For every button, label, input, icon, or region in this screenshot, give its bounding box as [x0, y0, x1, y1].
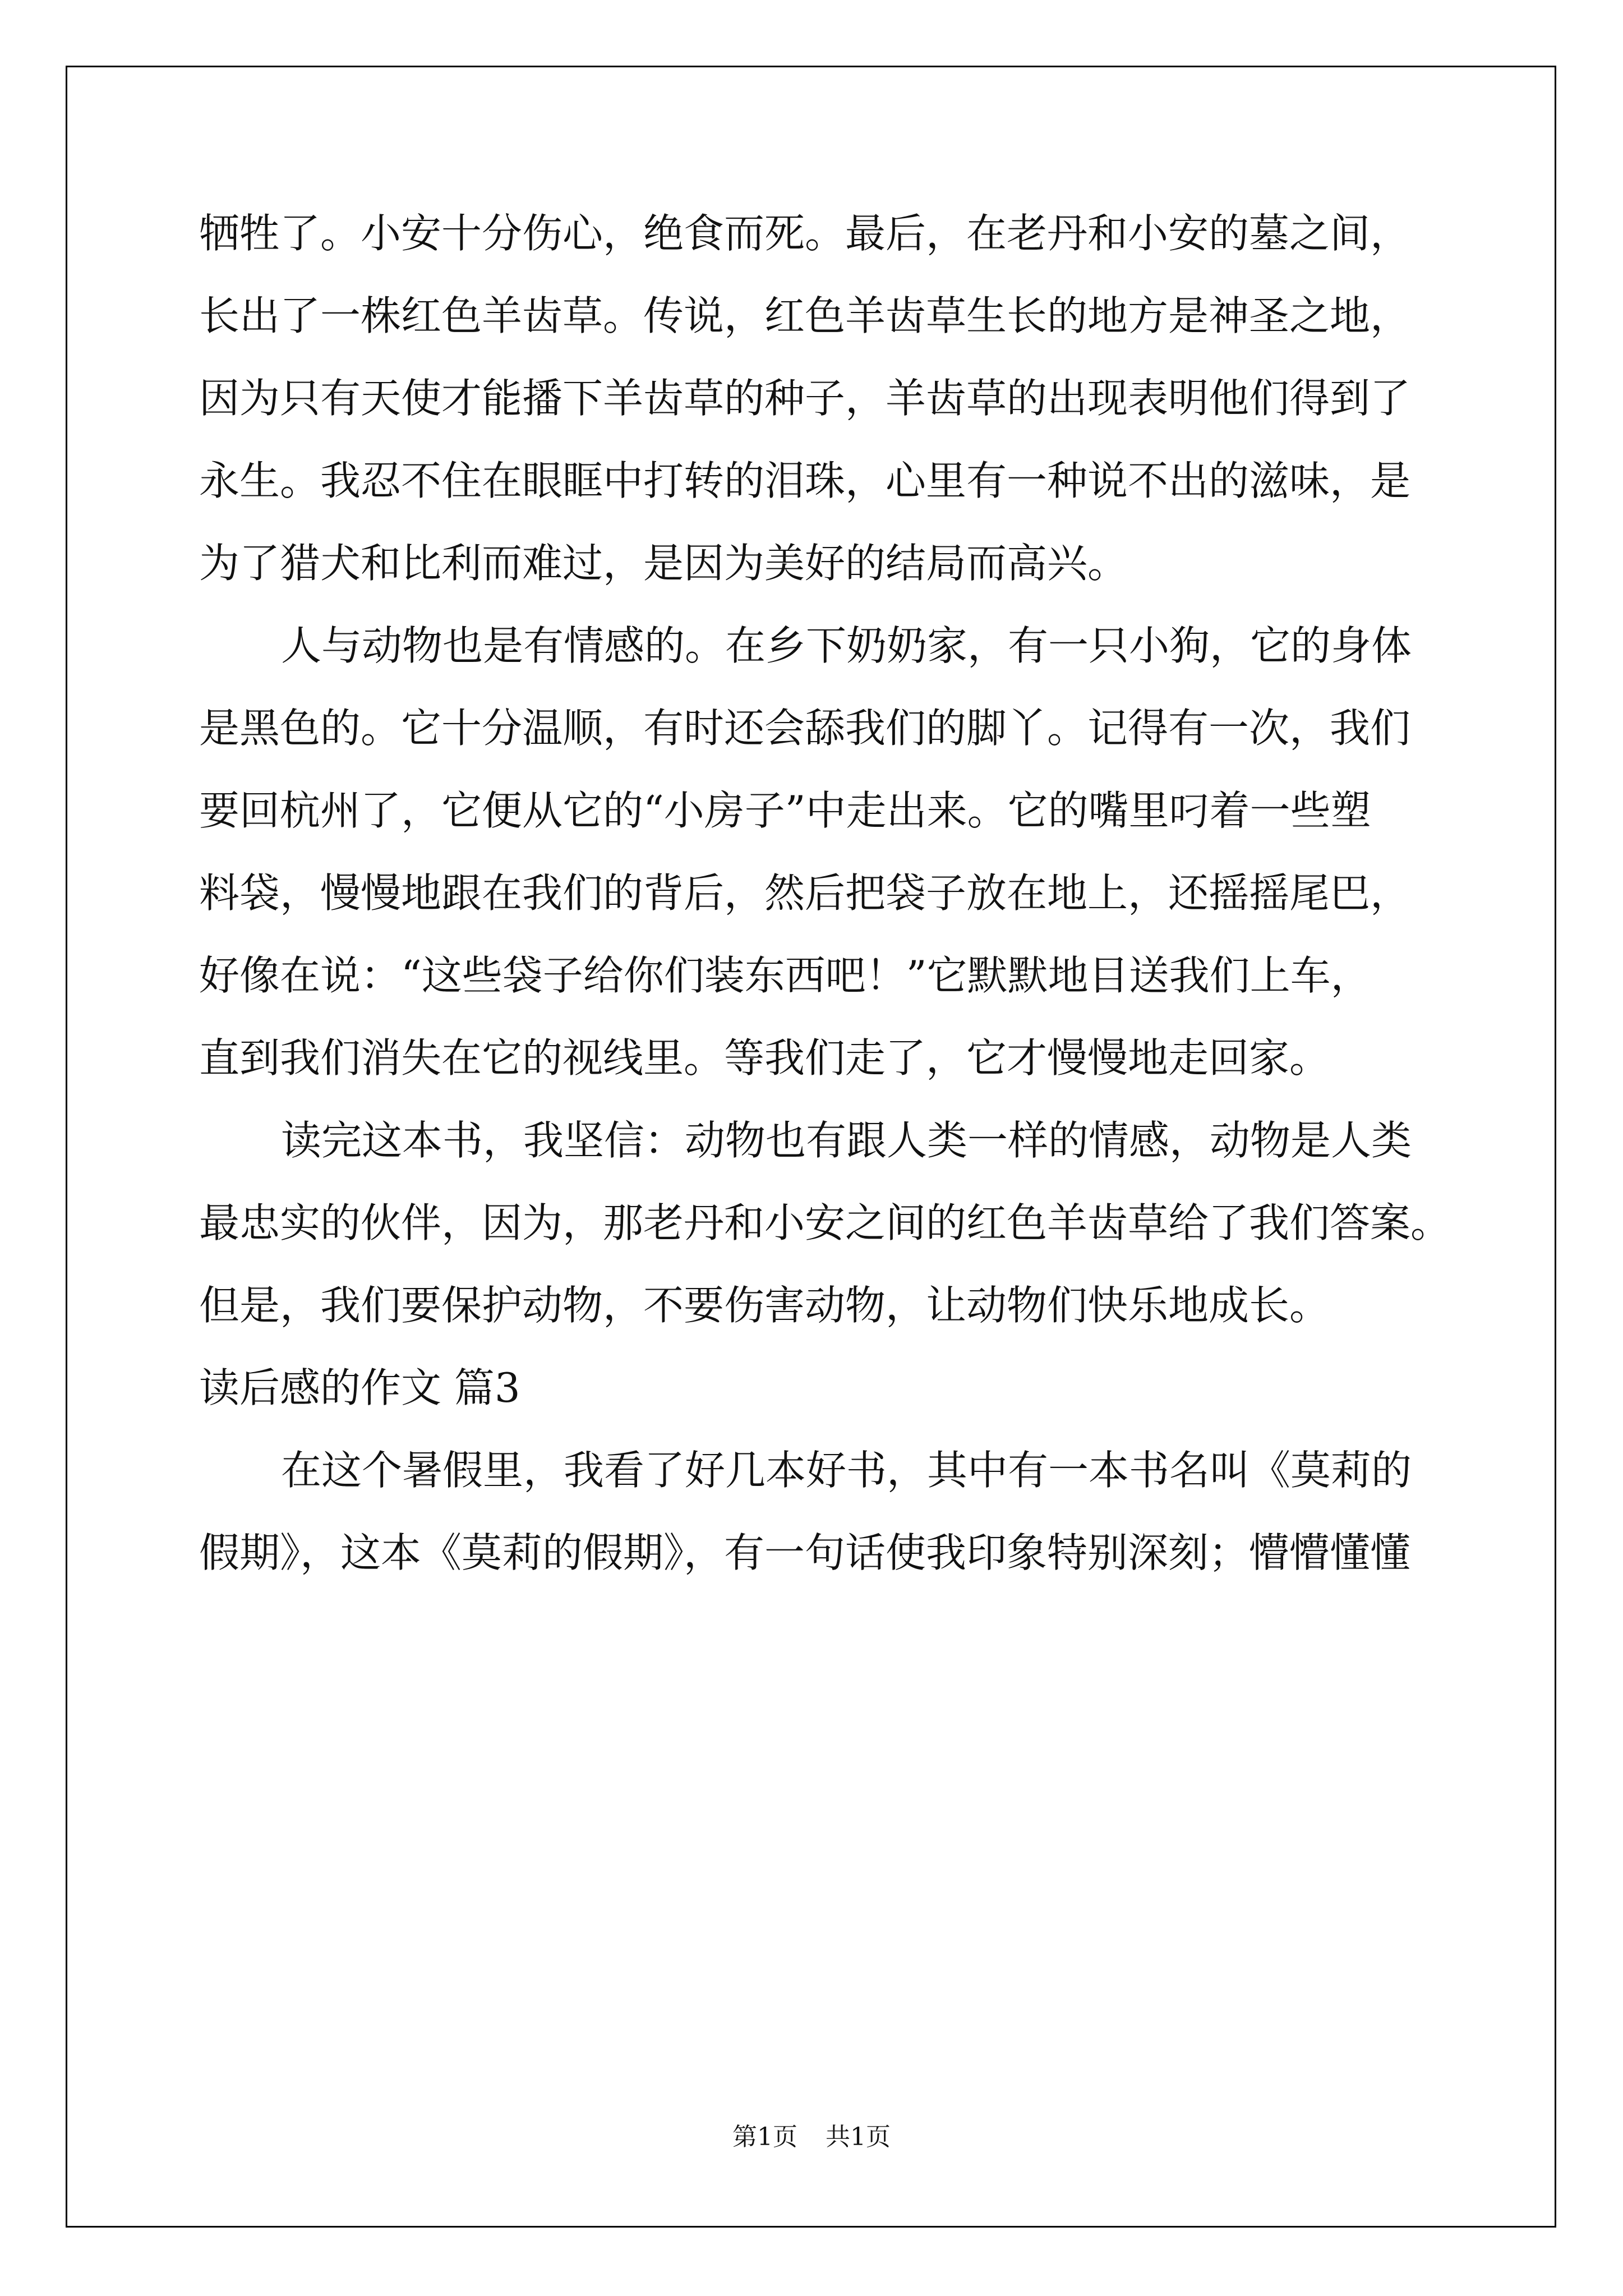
- text-line: 好像在说：“这些袋子给你们装东西吧！”它默默地目送我们上车，: [199, 952, 1371, 999]
- page-number-total: 共1页: [826, 2123, 891, 2151]
- text-line: 读完这本书，我坚信：动物也有跟人类一样的情感，动物是人类: [281, 1117, 1412, 1164]
- text-line: 但是，我们要保护动物，不要伤害动物，让动物们快乐地成长。: [199, 1282, 1330, 1329]
- text-line: 要回杭州了，它便从它的“小房子”中走出来。它的嘴里叼着一些塑: [199, 787, 1371, 834]
- text-line: 读后感的作文 篇3: [199, 1364, 520, 1411]
- page-number-current: 第1页: [732, 2123, 797, 2151]
- document-body: [199, 210, 1489, 1615]
- text-line: 因为只有天使才能播下羊齿草的种子，羊齿草的出现表明他们得到了: [199, 375, 1411, 422]
- text-line: 最忠实的伙伴，因为，那老丹和小安之间的红色羊齿草给了我们答案。: [199, 1199, 1451, 1246]
- text-line: 假期》，这本《莫莉的假期》，有一句话使我印象特别深刻；懵懵懂懂: [199, 1529, 1411, 1576]
- text-line: 直到我们消失在它的视线里。等我们走了，它才慢慢地走回家。: [199, 1034, 1330, 1082]
- text-line: 永生。我忍不住在眼眶中打转的泪珠，心里有一种说不出的滋味，是: [199, 457, 1411, 504]
- text-line: 在这个暑假里，我看了好几本好书，其中有一本书名叫《莫莉的: [281, 1447, 1412, 1494]
- text-line: 牺牲了。小安十分伤心，绝食而死。最后，在老丹和小安的墓之间，: [199, 210, 1411, 257]
- page-footer: [0, 2116, 1623, 2152]
- text-line: 人与动物也是有情感的。在乡下奶奶家，有一只小狗，它的身体: [281, 622, 1412, 669]
- text-line: 是黑色的。它十分温顺，有时还会舔我们的脚丫。记得有一次，我们: [199, 705, 1411, 752]
- text-line: 料袋，慢慢地跟在我们的背后，然后把袋子放在地上，还摇摇尾巴，: [199, 869, 1411, 917]
- text-line: 为了猎犬和比利而难过，是因为美好的结局而高兴。: [199, 540, 1128, 587]
- text-line: 长出了一株红色羊齿草。传说，红色羊齿草生长的地方是神圣之地，: [199, 292, 1411, 339]
